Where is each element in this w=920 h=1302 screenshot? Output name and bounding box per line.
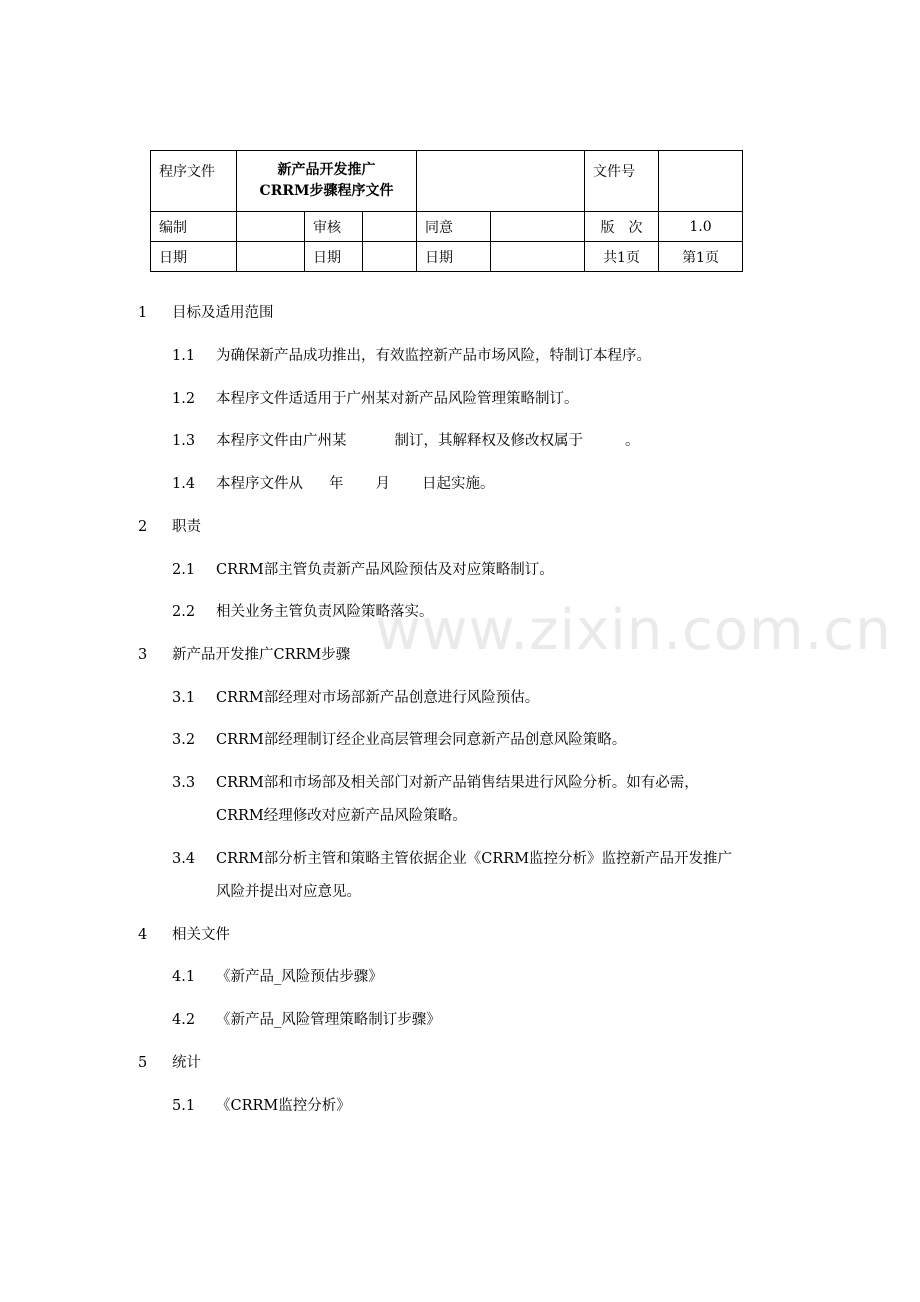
item-number: 4.2	[172, 1012, 196, 1028]
doc-title-line2: CRRM步骤程序文件	[259, 183, 394, 199]
doc-type-label: 程序文件	[151, 151, 237, 212]
section-number: 4	[138, 927, 148, 943]
version-value: 1.0	[659, 212, 743, 242]
page-number: 第1页	[659, 242, 743, 272]
item-number: 3.2	[172, 732, 196, 748]
date2-value	[363, 242, 417, 272]
item-number: 3.3	[172, 775, 196, 791]
approve-value	[491, 212, 585, 242]
section-heading	[138, 517, 201, 537]
item-text: CRRM部主管负责新产品风险预估及对应策略制订。	[216, 562, 554, 578]
section-title: 职责	[172, 519, 201, 535]
item-number: 1.3	[172, 433, 196, 449]
watermark: www.zixin.com.cn	[375, 598, 892, 663]
item-text-continued: 风险并提出对应意见。	[216, 884, 361, 900]
list-item	[172, 1010, 792, 1030]
item-number: 1.1	[172, 348, 196, 364]
section-number: 5	[138, 1055, 148, 1071]
list-item	[172, 560, 792, 580]
list-item	[172, 967, 792, 987]
item-text-part: 制订，其解释权及修改权属于	[394, 433, 583, 449]
section-heading	[138, 925, 230, 945]
item-number: 2.2	[172, 604, 196, 620]
item-text: 《新产品_风险管理策略制订步骤》	[216, 1012, 441, 1028]
review-label: 审核	[305, 212, 363, 242]
list-item	[172, 602, 792, 622]
doc-title	[237, 151, 417, 212]
section-title: 目标及适用范围	[172, 305, 274, 321]
version-label: 版 次	[585, 212, 659, 242]
item-text-part: 。	[625, 433, 640, 449]
header-table	[150, 150, 743, 272]
section-heading	[138, 645, 350, 665]
blank-cell	[417, 151, 585, 212]
item-text	[216, 474, 792, 494]
item-text: CRRM部分析主管和策略主管依据企业《CRRM监控分析》监控新产品开发推广	[216, 851, 733, 867]
section-title: 新产品开发推广CRRM步骤	[172, 647, 351, 663]
item-text-continued: CRRM经理修改对应新产品风险策略。	[216, 808, 467, 824]
review-value	[363, 212, 417, 242]
doc-title-line1: 新产品开发推广	[277, 162, 376, 178]
section-heading	[138, 1053, 201, 1073]
date3-label: 日期	[417, 242, 491, 272]
section-title: 统计	[172, 1055, 201, 1071]
list-item	[172, 431, 792, 451]
list-item	[172, 773, 792, 826]
list-item	[172, 474, 792, 494]
item-text: CRRM部经理制订经企业高层管理会同意新产品创意风险策略。	[216, 732, 627, 748]
item-text	[216, 431, 792, 451]
list-item	[172, 1096, 792, 1116]
item-number: 1.2	[172, 391, 196, 407]
list-item	[172, 389, 792, 409]
section-number: 3	[138, 647, 148, 663]
item-text: 相关业务主管负责风险策略落实。	[216, 604, 434, 620]
item-text: CRRM部和市场部及相关部门对新产品销售结果进行风险分析。如有必需，	[216, 775, 699, 791]
date3-value	[491, 242, 585, 272]
date2-label: 日期	[305, 242, 363, 272]
author-value	[237, 212, 305, 242]
total-pages: 共1页	[585, 242, 659, 272]
item-number: 1.4	[172, 476, 196, 492]
item-number: 3.4	[172, 851, 196, 867]
list-item	[172, 346, 792, 366]
section-number: 2	[138, 519, 148, 535]
item-text-part: 月	[375, 476, 390, 492]
approve-label: 同意	[417, 212, 491, 242]
item-number: 3.1	[172, 690, 196, 706]
item-text: 为确保新产品成功推出，有效监控新产品市场风险，特制订本程序。	[216, 348, 651, 364]
item-text: CRRM部经理对市场部新产品创意进行风险预估。	[216, 690, 540, 706]
item-text-part: 本程序文件从	[216, 476, 303, 492]
date1-value	[237, 242, 305, 272]
section-heading	[138, 303, 274, 323]
item-text: 《CRRM监控分析》	[216, 1098, 351, 1114]
item-text: 本程序文件适适用于广州某对新产品风险管理策略制订。	[216, 391, 579, 407]
item-number: 2.1	[172, 562, 196, 578]
file-no-value	[659, 151, 743, 212]
date1-label: 日期	[151, 242, 237, 272]
author-label: 编制	[151, 212, 237, 242]
item-text-part: 日起实施。	[422, 476, 495, 492]
item-number: 5.1	[172, 1098, 196, 1114]
list-item	[172, 730, 792, 750]
list-item	[172, 688, 792, 708]
section-title: 相关文件	[172, 927, 230, 943]
list-item	[172, 849, 792, 902]
section-number: 1	[138, 305, 148, 321]
item-text-part: 年	[329, 476, 344, 492]
file-no-label: 文件号	[585, 151, 659, 212]
item-text: 《新产品_风险预估步骤》	[216, 969, 383, 985]
item-text-part: 本程序文件由广州某	[216, 433, 347, 449]
item-number: 4.1	[172, 969, 196, 985]
